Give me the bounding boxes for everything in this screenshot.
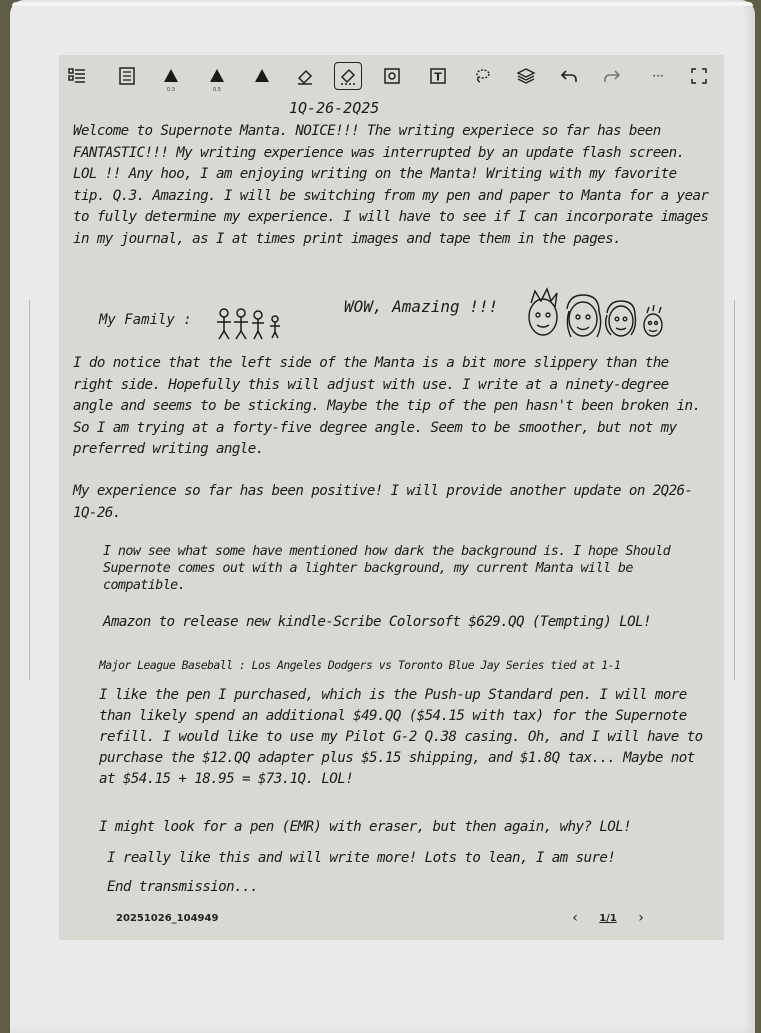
paragraph-slippery: I do notice that the left side of the Manta is a bit more slippery than the right side. Hopefully this will adjust with use. I write at a ninety-degree angle and seems to be sticking. Maybe the tip of the pen hasn't been broken in. So I am trying at a forty-five degree angle. Seem to be smoother, but not my preferred writing angle. — [73, 355, 701, 458]
eraser-icon[interactable] — [292, 63, 318, 89]
svg-text:T: T — [434, 70, 442, 84]
undo-icon[interactable] — [556, 63, 582, 89]
pen-size-label: 0.3 — [167, 87, 175, 93]
note-date: 1Q-26-2Q25 — [289, 99, 380, 117]
paragraph-pen: I like the pen I purchased, which is the Push-up Standard pen. I will more than likely spend an additional $49.QQ ($54.15 with tax) for the Supernote refill. I would like to use my Pilot G-2 Q.38 casing. Oh, and I will have to purchase the $12.QQ adapter plus $5.15 shipping, and $1.8Q tax... Maybe not at $54.15 + 18.95 = $73.1Q. LOL! — [99, 687, 703, 787]
paragraph-emr: I might look for a pen (EMR) with eraser, but then again, why? LOL! — [99, 819, 632, 835]
file-name: 20251026_104949 — [116, 913, 219, 924]
table-of-contents-icon[interactable] — [64, 63, 90, 89]
page-navigator — [564, 907, 652, 929]
text-box-icon[interactable] — [425, 63, 451, 89]
next-page-button[interactable]: › — [638, 910, 644, 926]
fullscreen-icon[interactable] — [686, 63, 712, 89]
note-page[interactable] — [59, 97, 724, 897]
more-icon[interactable] — [645, 63, 671, 89]
paragraph-end: End transmission... — [107, 879, 258, 895]
toolbar — [59, 55, 724, 97]
family-faces-drawing — [519, 287, 669, 343]
wow-amazing-note: WOW, Amazing !!! — [344, 297, 499, 316]
lasso-icon[interactable] — [469, 63, 495, 89]
layers-icon[interactable] — [513, 63, 539, 89]
lasso-eraser-icon[interactable] — [335, 63, 361, 89]
device-frame — [10, 0, 755, 1033]
page-indicator[interactable]: 1/1 — [599, 912, 617, 924]
status-footer — [59, 897, 724, 940]
list-icon[interactable] — [114, 63, 140, 89]
paragraph-like: I really like this and will write more! Lots to lean, I am sure! — [107, 850, 616, 866]
right-rail — [734, 300, 735, 680]
device-bezel-highlight — [12, 2, 753, 6]
previous-page-button[interactable]: ‹ — [572, 910, 578, 926]
paragraph-experience: My experience so far has been positive! I will provide another update on 2Q26-1Q-26. — [73, 483, 693, 521]
pen-0.5-icon[interactable] — [204, 63, 230, 93]
pen-0.3-icon[interactable] — [158, 63, 184, 93]
left-rail — [29, 300, 30, 680]
paragraph-kindle: Amazon to release new kindle-Scribe Colorsoft $629.QQ (Tempting) LOL! — [103, 614, 651, 630]
paragraph-baseball: Major League Baseball : Los Angeles Dodgers vs Toronto Blue Jay Series tied at 1-1 — [99, 658, 621, 672]
family-label: My Family : — [99, 312, 192, 328]
eink-screen — [59, 55, 724, 940]
paragraph-background: I now see what some have mentioned how dark the background is. I hope Should Supernote comes out with a lighter background, my current Manta will be compatible. — [103, 544, 671, 593]
more-glyph: ··· — [652, 69, 664, 83]
pen-custom-icon[interactable] — [249, 63, 275, 89]
pen-size-label: 0.5 — [213, 87, 221, 93]
redo-icon[interactable] — [599, 63, 625, 89]
family-stick-figures-drawing — [214, 307, 294, 343]
screenshot-icon[interactable] — [379, 63, 405, 89]
paragraph-intro: Welcome to Supernote Manta. NOICE!!! The writing experiece so far has been FANTASTIC!!! My writing experience was interrupted by an update flash screen. LOL !! Any hoo, I am enjoying writing on the Manta! Writing with my favorite tip. Q.3. Amazing. I will be switching from my pen and paper to Manta for a year to fully determine my experience. I will have to see if I can incorporate images in my journal, as I at times print images and tape them in the pages. — [73, 123, 709, 247]
